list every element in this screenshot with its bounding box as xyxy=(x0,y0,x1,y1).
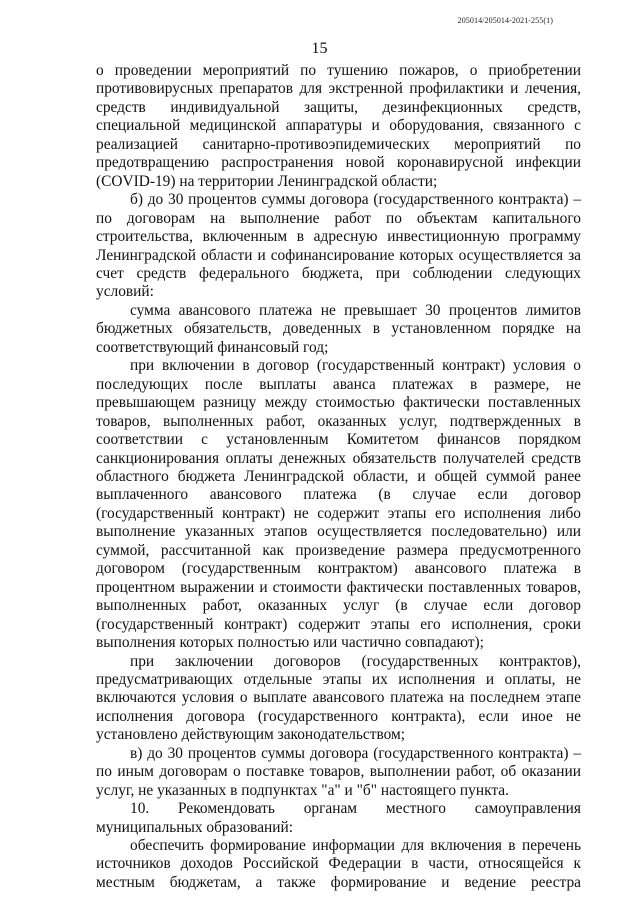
paragraph-payment-conditions: при включении в договор (государственный контракт) условия о последующих после выплаты аванса платежах в размере, не превышающем разницу между стоимостью фактически поставленных товаров, выполненных работ, оказанных услуг, подтвержденных в соответствии с установленным Комитетом финансов порядком санкционирования оплаты денежных обязательств получателей средств областного бюджета Ленинградской области, и общей суммой ранее выплаченного авансового платежа (в случае если договор (государственный контракт) не содержит этапы его исполнения либо выполнение указанных этапов осуществляется последовательно) или суммой, рассчитанной как произведение размера предусмотренного договором (государственным контрактом) авансового платежа в процентном выражении и стоимости фактически поставленных товаров, выполненных работ, оказанных услуг (в случае если договор (государственный контракт) содержит этапы его исполнения, сроки выполнения которых полностью или частично совпадают); xyxy=(96,357,581,652)
paragraph-stages: при заключении договоров (государственных контрактов), предусматривающих отдельные этапы их исполнения и оплаты, не включаются условия о выплате авансового платежа на последнем этапе исполнения договора (государственного контракта), если иное не установлено действующим законодательством; xyxy=(96,652,581,744)
paragraph-item-10: 10. Рекомендовать органам местного самоуправления муниципальных образований: xyxy=(96,800,581,836)
paragraph-income-sources: обеспечить формирование информации для включения в перечень источников доходов Российской Федерации в части, относящейся к местным бюджетам, а также формирование и ведение реестра xyxy=(96,837,581,891)
document-body xyxy=(96,62,581,892)
paragraph-item-v: в) до 30 процентов суммы договора (государственного контракта) – по иным договорам о поставке товаров, выполнении работ, об оказании услуг, не указанных в подпунктах "а" и "б" настоящего пункта. xyxy=(96,744,581,799)
paragraph-advance-limit: сумма авансового платежа не превышает 30 процентов лимитов бюджетных обязательств, доведенных в установленном порядке на соответствующий финансовый год; xyxy=(96,301,581,356)
paragraph-continuation: о проведении мероприятий по тушению пожаров, о приобретении противовирусных препаратов для экстренной профилактики и лечения, средств индивидуальной защиты, дезинфекционных средств, специальной медицинской аппаратуры и оборудования, связанного с реализацией санитарно-противоэпидемических мероприятий по предотвращению распространения новой коронавирусной инфекции (COVID-19) на территории Ленинградской области; xyxy=(96,62,581,190)
page-number: 15 xyxy=(311,40,328,57)
document-id: 205014/205014-2021-255(1) xyxy=(457,16,553,25)
paragraph-item-b: б) до 30 процентов суммы договора (государственного контракта) – по договорам на выполнение работ по объектам капитального строительства, включенным в адресную инвестиционную программу Ленинградской области и софинансирование которых осуществляется за счет средств федерального бюджета, при соблюдении следующих условий: xyxy=(96,191,581,301)
